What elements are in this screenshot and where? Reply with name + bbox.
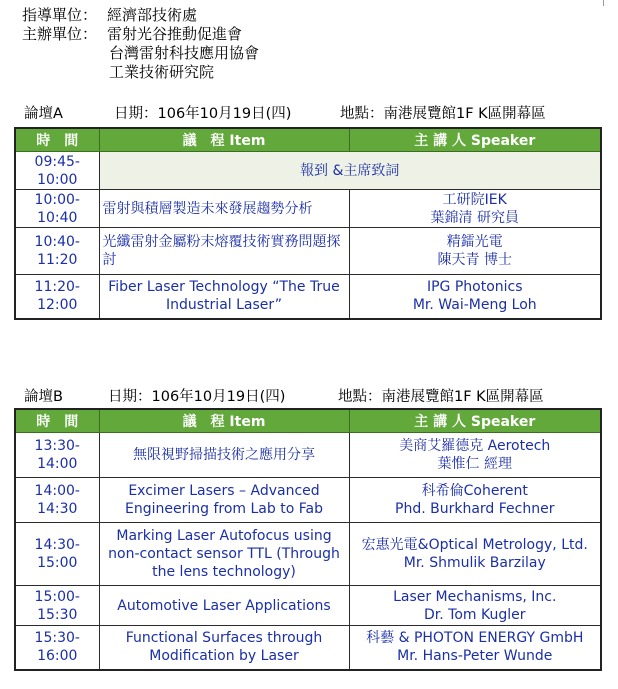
speaker-cell xyxy=(349,433,601,478)
speaker-org: 精鐳光電 xyxy=(446,234,503,250)
program-cell: Functional Surfaces through Modification by Laser xyxy=(99,626,349,670)
time-end: 15:00 xyxy=(37,555,78,571)
table-row xyxy=(15,228,601,275)
time-end: 12:00 xyxy=(37,297,78,314)
table-header-row xyxy=(15,409,601,433)
host-2: 台灣雷射科技應用協會 xyxy=(109,44,260,62)
host-1: 雷射光谷推動促進會 xyxy=(107,25,243,43)
host-label: 主辦單位： xyxy=(22,25,98,43)
time-cell xyxy=(15,626,99,670)
time-end: 14:30 xyxy=(37,501,78,517)
table-row xyxy=(15,478,601,523)
time-cell xyxy=(15,152,99,190)
forum-b-date: 日期：106年10月19日(四) xyxy=(108,389,286,405)
table-row xyxy=(15,190,601,228)
table-row xyxy=(15,523,601,586)
speaker-name: Phd. Burkhard Fechner xyxy=(395,501,555,517)
time-start: 14:00- xyxy=(34,483,80,499)
time-cell xyxy=(15,190,99,228)
time-end: 11:20 xyxy=(37,252,78,268)
speaker-org: 科藝 & PHOTON ENERGY GmbH xyxy=(366,630,584,647)
table-row xyxy=(15,433,601,478)
forum-a-header xyxy=(24,102,546,123)
time-cell xyxy=(15,275,99,319)
time-cell xyxy=(15,228,99,275)
forum-a-date: 日期：106年10月19日(四) xyxy=(114,106,292,122)
speaker-org: IPG Photonics xyxy=(426,279,523,296)
speaker-org: 宏惠光電&Optical Metrology, Ltd. xyxy=(361,537,588,553)
speaker-name: Mr. Hans-Peter Wunde xyxy=(397,648,553,665)
host-3: 工業技術研究院 xyxy=(109,63,215,81)
time-end: 14:00 xyxy=(37,456,78,472)
table-row xyxy=(15,586,601,626)
table-row xyxy=(15,626,601,670)
forum-a-place: 地點：南港展覽館1F K區開幕區 xyxy=(340,106,546,122)
header-time: 時 間 xyxy=(15,409,99,433)
registration-cell: 報到 &主席致詞 xyxy=(99,152,601,190)
program-cell: 雷射與積層製造未來發展趨勢分析 xyxy=(99,190,349,228)
table-header-row xyxy=(15,128,601,152)
forum-a-table xyxy=(14,127,602,320)
forum-b-table xyxy=(14,408,602,671)
time-cell xyxy=(15,586,99,626)
time-start: 09:45- xyxy=(34,153,80,170)
time-start: 11:20- xyxy=(34,279,80,296)
speaker-org: 美商艾羅德克 Aerotech xyxy=(399,438,551,454)
time-start: 15:00- xyxy=(34,588,80,605)
speaker-cell xyxy=(349,523,601,586)
time-start: 13:30- xyxy=(34,438,80,454)
time-start: 10:40- xyxy=(34,234,80,250)
speaker-name: 陳天青 博士 xyxy=(437,252,512,268)
header-speaker: 主 講 人 Speaker xyxy=(349,128,601,152)
header-program: 議 程 Item xyxy=(99,409,349,433)
time-start: 14:30- xyxy=(34,537,80,553)
speaker-cell xyxy=(349,275,601,319)
time-end: 15:30 xyxy=(37,606,78,623)
speaker-name: Mr. Shmulik Barzilay xyxy=(403,555,546,571)
speaker-cell xyxy=(349,190,601,228)
speaker-name: 葉錦清 研究員 xyxy=(430,209,519,226)
guide-value: 經濟部技術處 xyxy=(107,6,198,24)
time-cell xyxy=(15,523,99,586)
forum-b-header xyxy=(24,385,544,406)
speaker-name: 葉惟仁 經理 xyxy=(437,456,512,472)
time-start: 15:30- xyxy=(34,630,80,647)
forum-b-place: 地點：南港展覽館1F K區開幕區 xyxy=(338,389,544,405)
program-cell: 光纖雷射金屬粉末熔覆技術實務問題探討 xyxy=(99,228,349,275)
page-edge-mark xyxy=(603,0,604,6)
speaker-cell xyxy=(349,586,601,626)
guide-label: 指導單位： xyxy=(22,6,98,24)
header-program: 議 程 Item xyxy=(99,128,349,152)
program-cell: Automotive Laser Applications xyxy=(99,586,349,626)
program-cell: Fiber Laser Technology “The True Industrial Laser” xyxy=(99,275,349,319)
speaker-cell xyxy=(349,478,601,523)
forum-b-name: 論壇B xyxy=(24,389,63,405)
speaker-name: Dr. Tom Kugler xyxy=(424,606,526,623)
forum-a-name: 論壇A xyxy=(24,106,63,122)
speaker-org: 工研院IEK xyxy=(442,191,507,208)
program-cell: 無限視野掃描技術之應用分享 xyxy=(99,433,349,478)
time-end: 10:00 xyxy=(37,171,78,188)
table-row xyxy=(15,152,601,190)
time-start: 10:00- xyxy=(34,191,80,208)
time-cell xyxy=(15,433,99,478)
speaker-name: Mr. Wai-Meng Loh xyxy=(412,297,537,314)
speaker-cell xyxy=(349,626,601,670)
time-cell xyxy=(15,478,99,523)
time-end: 16:00 xyxy=(37,648,78,665)
program-cell: Marking Laser Autofocus using non-contact sensor TTL (Through the lens technology) xyxy=(99,523,349,586)
program-cell: Excimer Lasers – Advanced Engineering from Lab to Fab xyxy=(99,478,349,523)
time-end: 10:40 xyxy=(37,209,78,226)
table-row xyxy=(15,275,601,319)
header-speaker: 主 講 人 Speaker xyxy=(349,409,601,433)
header-time: 時 間 xyxy=(15,128,99,152)
speaker-cell xyxy=(349,228,601,275)
organizer-block xyxy=(22,6,259,82)
speaker-org: 科希倫Coherent xyxy=(421,483,528,499)
speaker-org: Laser Mechanisms, Inc. xyxy=(393,588,557,605)
